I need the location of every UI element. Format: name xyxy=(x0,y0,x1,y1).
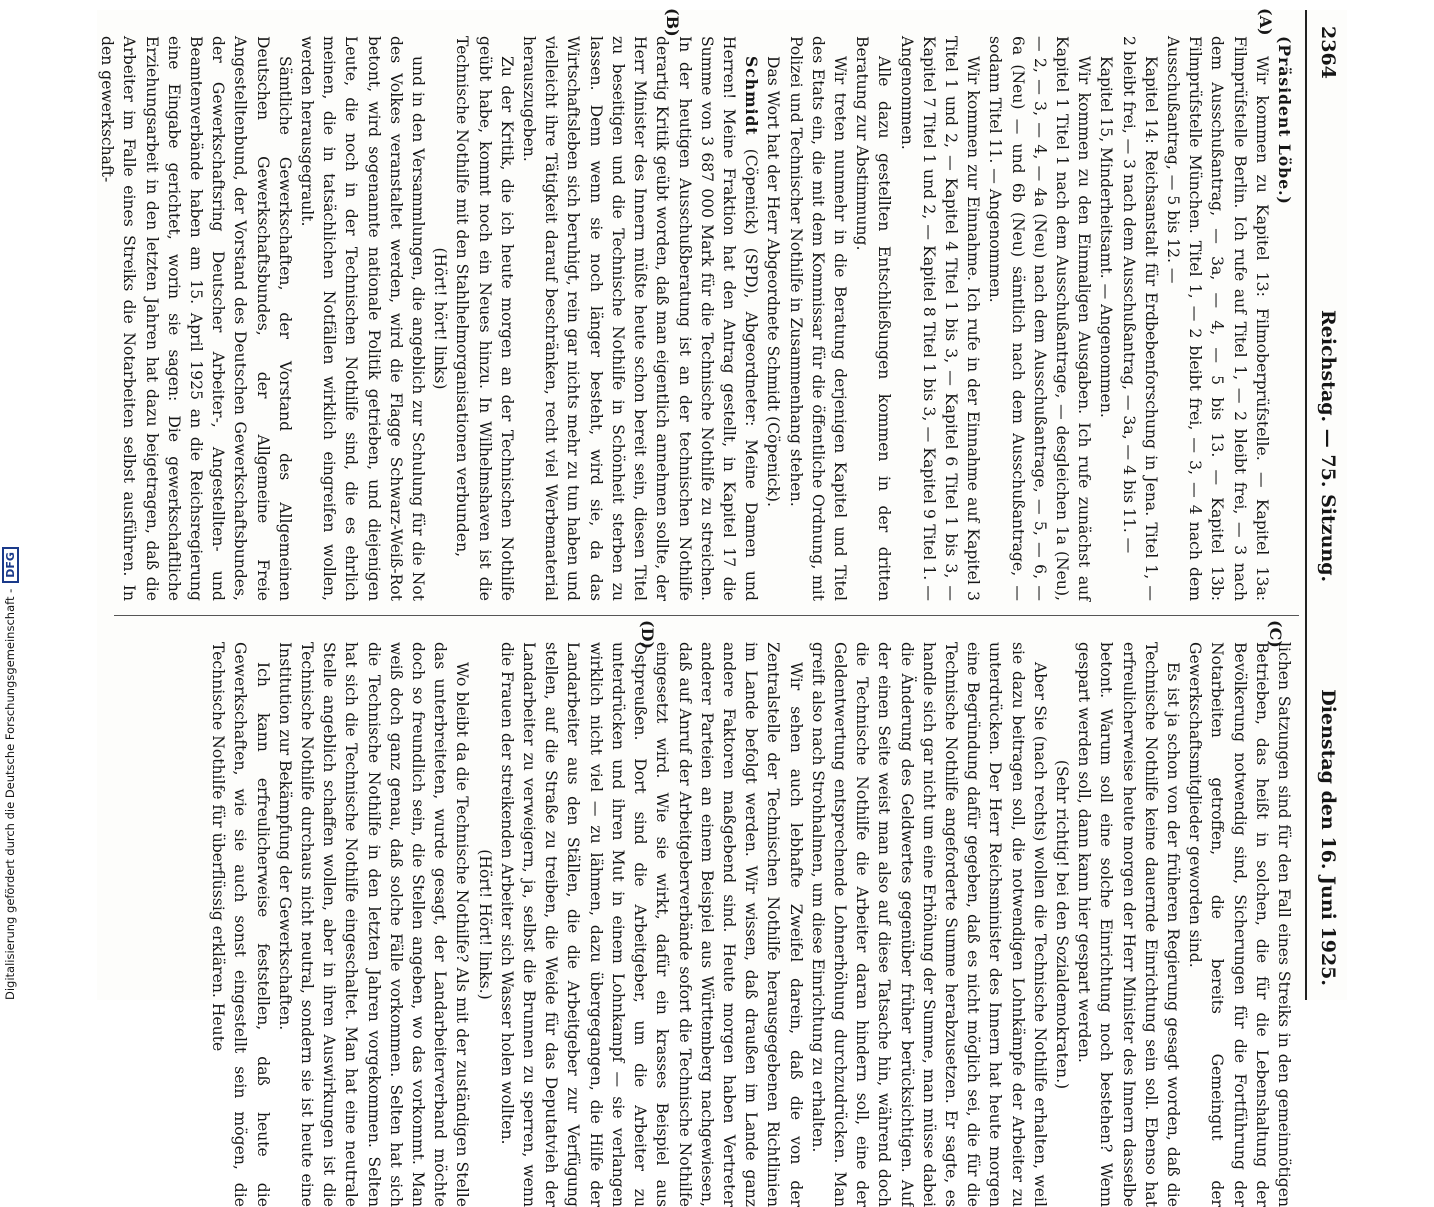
running-title: Reichstag. — 75. Sitzung. xyxy=(1317,310,1339,583)
speech-paragraph xyxy=(518,36,762,601)
paragraph: Wo bleibt da die Technische Nothilfe? Als mit der zuständigen Stelle das unterbreiteten, wurde gesagt, der Landarbeiterverband möchte doch so freundlich sein, die Stellen angeben, wo das vorkommt. Man weiß doch ganz genau, daß solche Fälle vorkommen. Selten hat sich die Technische Nothilfe in den letzten Jahren vorgekommen. Selten hat sich die Technische Nothilfe eingeschaltet. Man hat eine neutrale Stelle angeblich schaffen wollen, aber in ihren Auswirkungen ist die Technische Nothilfe durchaus nicht neutral, sondern sie ist heute eine Institution zur Bekämpfung der Gewerkschaften. xyxy=(275,642,472,1207)
paragraph: Zu der Kritik, die ich heute morgen an der Technischen Nothilfe geübt habe, kommt noch ein Neues hinzu. In Wilhelmshaven ist die Technische Nothilfe mit den Stahlhelmorganisationen verbunden, xyxy=(453,36,516,601)
paragraph: Aber Sie (nach rechts) wollen die Technische Nothilfe erhalten, weil sie dazu beitragen soll, die notwendigen Lohnkämpfe der Arbeiter zu unterdrücken. Der Herr Reichsminister des Innern hat heute morgen eine Begründung dafür gegeben, daß es nicht möglich sei, die für die Technische Nothilfe angeforderte Summe herabzusetzen. Er sagte, es handle sich gar nicht um eine Erhöhung der Summe, man müsse dabei die Änderung des Geldwertes gegenüber früher berücksichtigen. Auf der einen Seite weist man also auf diese Tatsache hin, während doch die Technische Nothilfe die Arbeiter daran hindern soll, eine der Geldentwertung entsprechende Lohnerhöhung durchzudrücken. Man greift also nach Strohhalmen, um diese Einrichtung zu erhalten. xyxy=(808,642,1049,1207)
paragraph: Sämtliche Gewerkschaften, der Vorstand des Allgemeinen Deutschen Gewerkschaftsbundes, der Allgemeine Freie Angestelltenbund, der Vorstand des Deutschen Gewerkschaftsbundes, der Gewerkschaftsring Deutscher Arbeiter-, Angestellten- und Beamtenverbände haben am 15. April 1925 an die Reichsregierung eine Eingabe gerichtet, worin sie sagen: Die gewerkschaftliche Erziehungsarbeit in den letzten Jahren hat dazu beigetragen, daß die Arbeiter im Falle eines Streiks die Notarbeiten selbst ausführen. In den gewerkschaft- xyxy=(98,36,294,601)
column-divider xyxy=(114,615,1299,616)
paragraph: Wir kommen zu den Einmaligen Ausgaben. Ich rufe zunächst auf Kapitel 1 Titel 1 nach dem Ausschußantrage, — desgleichen 1a (Neu), — 2, — 3, — 4, — 4a (Neu) nach dem Ausschußantrage, — 5, — 6, — 6a (Neu) — und 6b (Neu) sämtlich nach dem Ausschußantrage, — sodann Titel 11. — Angenommen. xyxy=(986,36,1094,601)
margin-marker-c: (C) xyxy=(1266,620,1285,648)
paragraph: Kapitel 15, Minderheitsamt. — Angenommen. xyxy=(1097,56,1116,418)
credit-text: Digitalisierung gefördert durch die Deutsche Forschungsgemeinschaft - xyxy=(3,588,17,1000)
paragraph: Das Wort hat der Herr Abgeordnete Schmidt (Cöpenick). xyxy=(764,56,783,507)
interjection: (Hört! hört! links) xyxy=(431,247,450,390)
paragraph: Es ist ja schon von der früheren Regierung gesagt worden, daß die Technische Nothilfe keine dauernde Einrichtung sein soll. Ebenso hat erfreulicherweise heute morgen der Herr Minister des Innern dasselbe betont. Warum soll eine solche Einrichtung noch bestehen? Wenn gespart werden soll, dann kann hier gespart werden. xyxy=(1075,642,1182,1207)
margin-marker-b: (B) xyxy=(663,8,682,37)
dfg-logo: DFG xyxy=(2,547,19,583)
paragraph: lichen Satzungen sind für den Fall eines Streiks in den gemeinnötigen Betrieben, das heißt in solchen, die für die Lebenshaltung der Bevölkerung notwendig sind, Sicherungen für die Fortführung der Notarbeiten getroffen, die bereits Gemeingut der Gewerkschaftsmitglieder geworden sind. xyxy=(1186,642,1293,1207)
speech-text: (Cöpenick) (SPD), Abgeordneter: Meine Damen und Herren! Meine Fraktion hat den Antrag gestellt, in Kapitel 17 die Summe von 3 687 000 Mark für die Technische Nothilfe zu streichen. In der heutigen Ausschußberatung ist an der technischen Nothilfe derartig Kritik geübt worden, daß man eigentlich annehmen sollte, der Herr Minister des Innern müßte heute schon bereit sein, diesen Titel zu beseitigen und die Technische Nothilfe in Schönheit sterben zu lassen. Denn wenn sie noch länger besteht, wird sie, da das Wirtschaftsleben sich beruhigt, rein gar nichts mehr zu tun haben und vielleicht ihre Tätigkeit darauf beschränken, recht viel Werbematerial herauszugeben. xyxy=(520,36,761,601)
rotated-document-page xyxy=(97,8,1347,1207)
margin-marker-d: (D) xyxy=(638,620,657,650)
interjection: (Hört! Hört! links.) xyxy=(475,849,494,1000)
interjection: (Sehr richtig! bei den Sozialdemokraten.) xyxy=(1052,759,1071,1090)
right-column xyxy=(115,642,1295,1207)
paragraph: Wir sehen auch lebhafte Zweifel darein, daß die von der Zentralstelle der Technischen Nothilfe herausgegebenen Richtlinien im Lande befolgt werden. Wir wissen, daß draußen im Lande ganz andere Faktoren maßgebend sind. Heute morgen haben Vertreter anderer Parteien an einem Beispiel aus Württemberg nachgewiesen, daß auf Anruf der Arbeitgeberverbände sofort die Technische Nothilfe eingesetzt wird. Wie sie wirkt, dafür ein krasses Beispiel aus Ostpreußen. Dort sind die Arbeitgeber, um die Arbeiter zu unterdrücken und ihren Mut in einem Lohnkampf — sie verlangen wirklich nicht viel — zu lähmen, dazu übergegangen, die Hilfe der Landarbeiter aus den Ställen, die die Arbeitgeber zur Verfügung stellen, auf die Straße zu treiben, die Weide für das Deputatvieh der Landarbeiter zu verweigern, ja, selbst die Brunnen zu sperren, wenn die Frauen der streikenden Arbeiter sich Wasser holen wollten. xyxy=(497,642,805,1207)
margin-marker-a: (A) xyxy=(1256,8,1275,36)
page-number: 2364 xyxy=(1317,26,1339,79)
paragraph: und in den Versammlungen, die angeblich zur Schulung für die Not des Volkes veranstaltet werden, wird die Flagge Schwarz-Weiß-Rot betont, wird sogenannte nationale Politik getrieben, und diejenigen Leute, die noch in der Technischen Nothilfe sind, die es ehrlich meinen, die in tatsächlichen Notfällen wirklich eingreifen wollen, werden herausgegrault. xyxy=(298,36,428,601)
paragraph: Alle dazu gestellten Entschließungen kommen in der dritten Beratung zur Abstimmung. xyxy=(853,36,894,601)
paragraph: Ich kann erfreulicherweise feststellen, daß heute die Gewerkschaften, wie sie auch sonst eingestellt sein mögen, die Technische Nothilfe für überflüssig erklären. Heute xyxy=(209,642,272,1207)
paragraph: Wir kommen zur Einnahme. Ich rufe in der Einnahme auf Kapitel 3 Titel 1 und 2, — Kapitel 4 Titel 1 bis 3, — Kapitel 6 Titel 1 bis 3, — Kapitel 7 Titel 1 und 2, — Kapitel 8 Titel 1 bis 3, — Kapitel 9 Titel 1. — Angenommen. xyxy=(897,36,983,601)
speaker-schmidt: Schmidt xyxy=(742,56,762,136)
paragraph: Wir kommen zu Kapitel 13: Filmoberprüfstelle. — Kapitel 13a: Filmprüfstelle Berlin. Ich rufe auf Titel 1, — 2 bleibt frei, — 3 nach dem Ausschußantrag, — 3a, — 4, — 5 bis 13. — Kapitel 13b: Filmprüfstelle München. Titel 1, — 2 bleibt frei, — 3, — 4 nach dem Ausschußantrag, — 5 bis 12. — xyxy=(1163,36,1271,601)
page-header xyxy=(1305,10,1347,1000)
paragraph: Wir treten nunmehr in die Beratung derjenigen Kapitel und Titel des Etats ein, die mit dem Kommissar für die öffentliche Ordnung, mit Polizei und Technischer Nothilfe in Zusammenhang stehen. xyxy=(786,36,849,601)
paragraph: Kapitel 14: Reichsanstalt für Erdbebenforschung in Jena. Titel 1, — 2 bleibt frei, — 3 nach dem Ausschußantrag, — 3a, — 4 bis 11. — xyxy=(1119,36,1160,601)
speaker-president: (Präsident Löbe.) xyxy=(1275,36,1294,205)
left-column xyxy=(98,36,1295,601)
session-date: Dienstag den 16. Juni 1925. xyxy=(1317,689,1339,986)
digitization-credit xyxy=(0,0,20,1000)
